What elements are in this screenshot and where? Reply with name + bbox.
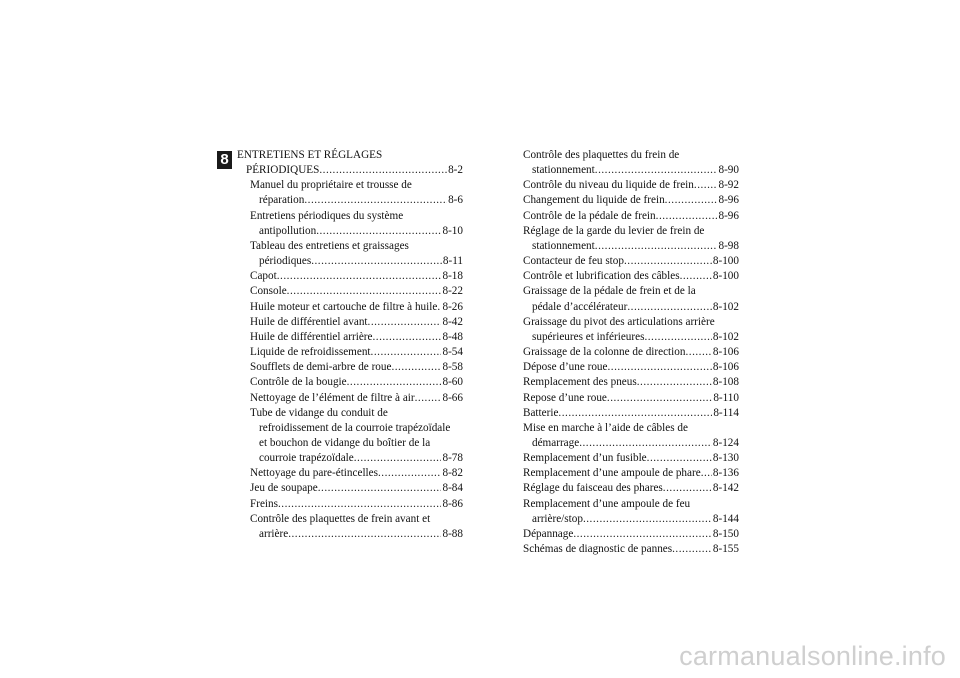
dot-leader	[656, 209, 718, 224]
toc-entry[interactable]	[523, 542, 739, 557]
toc-entry[interactable]	[237, 497, 463, 512]
dot-leader	[637, 375, 712, 390]
toc-entry[interactable]	[523, 345, 739, 360]
dot-leader	[278, 497, 442, 512]
toc-page-number: 8-96	[718, 194, 739, 207]
dot-leader	[354, 451, 442, 466]
toc-entry[interactable]	[237, 512, 463, 542]
toc-entry[interactable]	[523, 209, 739, 224]
toc-page-number: 8-88	[442, 527, 463, 540]
toc-entry[interactable]	[237, 284, 463, 299]
toc-page-number: 8-11	[442, 255, 463, 268]
toc-page-number: 8-60	[442, 376, 463, 389]
toc-page-number: 8-10	[442, 224, 463, 237]
toc-entry[interactable]	[237, 345, 463, 360]
toc-entry-text: Contrôle des plaquettes du frein de	[523, 149, 680, 161]
toc-entry[interactable]	[523, 269, 739, 284]
dot-leader	[347, 375, 442, 390]
toc-page-number: 8-54	[442, 346, 463, 359]
toc-column-right	[523, 148, 739, 557]
toc-entry-text: Tube de vidange du conduit de	[250, 406, 388, 419]
toc-entry[interactable]	[523, 527, 739, 542]
toc-entry[interactable]	[237, 209, 463, 239]
toc-entry-text: arrière	[259, 527, 289, 540]
toc-entry-text: Jeu de soupape	[250, 482, 318, 495]
dot-leader	[685, 345, 711, 360]
toc-entry-text: stationnement	[532, 239, 595, 252]
toc-page-number: 8-18	[442, 270, 463, 283]
toc-entry-text: PÉRIODIQUES	[246, 164, 320, 177]
toc-entry-text: Contrôle et lubrification des câbles	[523, 270, 680, 283]
toc-page-number: 8-102	[712, 300, 739, 313]
toc-page-number: 8-90	[718, 164, 739, 177]
toc-entry-text: Contrôle du niveau du liquide de frein	[523, 179, 694, 192]
dot-leader	[627, 300, 712, 315]
toc-entry[interactable]	[523, 315, 739, 345]
dot-leader	[391, 360, 441, 375]
dot-leader	[316, 224, 441, 239]
toc-entry[interactable]	[237, 239, 463, 269]
toc-entry-text: arrière/stop	[532, 512, 583, 525]
dot-leader	[573, 527, 712, 542]
toc-entry-text: Huile de différentiel arrière	[250, 330, 373, 343]
toc-entry[interactable]	[237, 315, 463, 330]
dot-leader	[624, 254, 712, 269]
toc-entry-text: Mise en marche à l’aide de câbles de	[523, 421, 688, 434]
toc-entry-text: Changement du liquide de frein	[523, 194, 665, 207]
toc-page-number: 8-22	[442, 285, 463, 298]
toc-entry-text: Graissage de la pédale de frein et de la	[523, 285, 696, 298]
toc-entry-text: supérieures et inférieures	[532, 330, 645, 343]
toc-entry[interactable]	[237, 360, 463, 375]
toc-page-number: 8-96	[718, 209, 739, 222]
toc-entry-text: périodiques	[259, 255, 312, 268]
toc-page-number: 8-144	[712, 512, 739, 525]
toc-page-number: 8-42	[442, 315, 463, 328]
toc-entry-text: Contacteur de feu stop	[523, 255, 624, 268]
toc-page-number: 8-92	[718, 179, 739, 192]
toc-entry[interactable]	[237, 481, 463, 496]
toc-entry[interactable]	[523, 284, 739, 314]
toc-entry-text: réparation	[259, 194, 305, 207]
toc-entry-text: stationnement	[532, 164, 595, 177]
toc-entry[interactable]	[237, 391, 463, 406]
toc-entry[interactable]	[523, 254, 739, 269]
toc-entry-text: Remplacement d’une ampoule de feu	[523, 497, 691, 510]
dot-leader	[663, 481, 712, 496]
toc-entry[interactable]	[523, 375, 739, 390]
toc-page-number: 8-142	[712, 482, 739, 495]
toc-entry-text: courroie trapézoïdale	[259, 452, 354, 465]
toc-entry-text: Entretiens périodiques du système	[250, 209, 404, 222]
toc-page-number: 8-110	[713, 391, 739, 404]
toc-entry[interactable]	[237, 406, 463, 467]
dot-leader	[311, 254, 442, 269]
toc-page-number: 8-106	[712, 361, 739, 374]
toc-page-number: 8-136	[712, 467, 739, 480]
toc-entry-text: Schémas de diagnostic de pannes	[523, 543, 673, 556]
dot-leader	[701, 466, 712, 481]
toc-page-number: 8-150	[712, 527, 739, 540]
toc-page-number: 8-2	[448, 164, 463, 177]
toc-page-number: 8-82	[442, 467, 463, 480]
dot-leader	[287, 284, 442, 299]
toc-entry[interactable]	[237, 178, 463, 208]
toc-entry-text: Remplacement d’un fusible	[523, 452, 647, 465]
toc-entry-text: Repose d’une roue	[523, 391, 607, 404]
toc-page-number: 8-124	[712, 436, 739, 449]
toc-page-number: 8-86	[442, 497, 463, 510]
dot-leader	[607, 391, 712, 406]
toc-page-number: 8-66	[442, 391, 463, 404]
toc-entry-text: Nettoyage du pare-étincelles	[250, 467, 378, 480]
toc-entry[interactable]	[237, 466, 463, 481]
toc-entry[interactable]	[523, 224, 739, 254]
toc-entry[interactable]	[523, 497, 739, 527]
toc-entry-text: Dépose d’une roue	[523, 361, 608, 374]
toc-entry[interactable]	[523, 406, 739, 421]
toc-entry[interactable]	[523, 451, 739, 466]
toc-entry-text: Réglage du faisceau des phares	[523, 482, 663, 495]
dot-leader	[304, 193, 447, 208]
toc-entry-text: Batterie	[523, 406, 559, 419]
toc-entry-text: pédale d’accélérateur	[532, 300, 628, 313]
toc-entry-text: Freins	[250, 497, 278, 510]
toc-entry-text: antipollution	[259, 224, 317, 237]
toc-entry[interactable]	[237, 148, 463, 178]
dot-leader	[694, 178, 718, 193]
toc-entry-text: et bouchon de vidange du boîtier de la	[259, 436, 431, 449]
dot-leader	[644, 330, 711, 345]
toc-entry-text: Contrôle de la bougie	[250, 376, 347, 389]
toc-entry[interactable]	[523, 466, 739, 481]
dot-leader	[680, 269, 712, 284]
dot-leader	[595, 239, 718, 254]
dot-leader	[371, 345, 442, 360]
toc-entry-text: Réglage de la garde du levier de frein de	[523, 224, 705, 237]
toc-entry-text: Tableau des entretiens et graissages	[250, 239, 409, 252]
toc-entry-text: Capot	[250, 270, 277, 283]
toc-page-number: 8-106	[712, 346, 739, 359]
toc-entry-text: Liquide de refroidissement	[250, 346, 371, 359]
toc-entry-text: Nettoyage de l’élément de filtre à air	[250, 391, 415, 404]
toc-page-number: 8-130	[712, 452, 739, 465]
toc-page-number: 8-6	[448, 194, 463, 207]
dot-leader	[672, 542, 712, 557]
toc-page-number: 8-58	[442, 361, 463, 374]
toc-entry[interactable]	[523, 148, 739, 178]
toc-page-number: 8-26	[442, 300, 463, 313]
toc-page-number: 8-108	[712, 376, 739, 389]
toc-entry[interactable]	[523, 421, 739, 451]
toc-entry-text: Contrôle des plaquettes de frein avant et	[250, 512, 431, 525]
dot-leader	[595, 163, 718, 178]
toc-entry-text: Remplacement des pneus	[523, 376, 637, 389]
toc-entry-text: refroidissement de la courroie trapézoïdale	[259, 421, 451, 434]
toc-page-number: 8-84	[442, 482, 463, 495]
toc-page-number: 8-114	[713, 406, 739, 419]
toc-entry[interactable]	[523, 481, 739, 496]
dot-leader	[288, 527, 441, 542]
toc-entry-text: Manuel du propriétaire et trousse de	[250, 179, 412, 192]
toc-page-number: 8-98	[718, 239, 739, 252]
toc-page-number: 8-102	[712, 330, 739, 343]
dot-leader	[558, 406, 712, 421]
toc-page-number: 8-78	[442, 452, 463, 465]
dot-leader	[378, 466, 442, 481]
toc-entry[interactable]	[523, 391, 739, 406]
toc-entry-text: Huile moteur et cartouche de filtre à huile	[250, 300, 438, 313]
toc-entry[interactable]	[523, 178, 739, 193]
toc-page-number: 8-155	[712, 543, 739, 556]
toc-entry[interactable]	[237, 375, 463, 390]
dot-leader	[415, 391, 442, 406]
toc-column-left	[237, 148, 463, 542]
toc-entry-text: Soufflets de demi-arbre de roue	[250, 361, 392, 374]
dot-leader	[277, 269, 442, 284]
dot-leader	[583, 512, 712, 527]
dot-leader	[647, 451, 712, 466]
toc-entry[interactable]	[523, 193, 739, 208]
toc-entry[interactable]	[237, 269, 463, 284]
dot-leader	[665, 193, 718, 208]
toc-entry-text: Console	[250, 285, 287, 298]
toc-entry-text: démarrage	[532, 436, 580, 449]
toc-entry-text: Graissage du pivot des articulations arrière	[523, 315, 715, 328]
dot-leader	[372, 330, 441, 345]
toc-entry-text: Contrôle de la pédale de frein	[523, 209, 656, 222]
toc-entry-text: Dépannage	[523, 527, 574, 540]
toc-entry-text: ENTRETIENS ET RÉGLAGES	[237, 149, 383, 161]
toc-entry[interactable]	[237, 330, 463, 345]
toc-entry[interactable]	[237, 300, 463, 315]
toc-page-number: 8-100	[712, 255, 739, 268]
toc-entry-text: Huile de différentiel avant	[250, 315, 368, 328]
watermark-text: carmanualsonline.info	[679, 641, 946, 671]
chapter-badge: 8	[217, 151, 232, 169]
toc-page-number: 8-100	[712, 270, 739, 283]
toc-entry-text: Remplacement d’une ampoule de phare	[523, 467, 701, 480]
dot-leader	[368, 315, 442, 330]
dot-leader	[608, 360, 712, 375]
dot-leader	[579, 436, 712, 451]
dot-leader	[318, 481, 442, 496]
toc-page-number: 8-48	[442, 330, 463, 343]
toc-entry[interactable]	[523, 360, 739, 375]
dot-leader	[319, 163, 447, 178]
toc-entry-text: Graissage de la colonne de direction	[523, 346, 686, 359]
